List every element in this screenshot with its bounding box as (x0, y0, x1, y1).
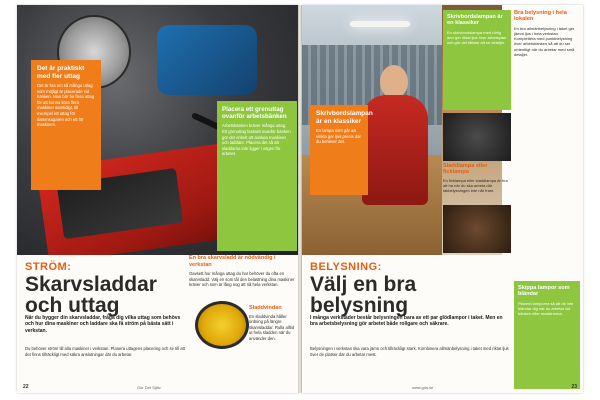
lamp-caption-heading: Skrivbordslampan är en klassiker (316, 110, 373, 125)
cable-reel-text: En sladdvinda håller ordning på längre skarvsladdar. Rulla alltid ut hela sladden när du använder den. (249, 313, 295, 341)
photo-caption-box (31, 60, 101, 190)
flashlight-heading: Sladdlampa eller ficklampa (443, 163, 488, 176)
article-lead-right: I många verkstäder består belysningen bara av ett par glödlampor i taket. Men en bra arbetsbelysning gör arbetet både roligare och säkrare. (310, 315, 503, 328)
glare-tip-heading: Skippa lampor som bländar (518, 285, 570, 298)
photo-caption-heading: Det är praktiskt med fler uttag (37, 65, 85, 80)
glare-tip-text: Placera lamporna så att de inte bländar dig när du arbetar vid bänken eller maskinerna. (518, 300, 574, 317)
footer-left: Gör Det Själv (137, 385, 161, 390)
page-number-right: 23 (571, 384, 577, 390)
power-strip-box (217, 101, 297, 251)
power-tool-image (157, 25, 257, 95)
footer-right: www.gds.se (412, 385, 434, 390)
article-header-right (310, 261, 510, 316)
desk-lamp-heading: Skrivbordslampan är en klassiker (447, 14, 503, 27)
lamp-caption-box (310, 105, 373, 195)
room-lighting-text: En bra allmänbelysning i taket ger jämnt ljus i hela verkstan. Komplettera med punktbelysning över arbetsbänken så att du ser ordentligt när du arbetar med små detaljer. (514, 25, 575, 57)
person-head-image (380, 65, 408, 99)
article-body: Du behöver ström till alla maskiner i verkstan. Planera uttagens placering och se till att det finns tillräckligt med säkra anslutningar där du arbetar. (25, 346, 185, 357)
page-number-left: 22 (23, 384, 29, 390)
article-title-right: Välj en bra belysning (310, 273, 417, 317)
photo-caption-text: Det är bra om så många uttag som möjligt är placerade vid bänken. Man bör ha flera uttag för att kunna köra flera maskiner samtidigt, till exempel ett uttag för dammsugaren och ett för maskinen. (37, 83, 95, 128)
desk-lamp-text: En skrivbordslampa med rörlig arm ger riktat ljus över arbetsytan och gör det lättare att se detaljer. (447, 29, 507, 46)
room-lighting-section (514, 10, 580, 57)
right-page (302, 5, 583, 393)
article-body-right: Belysningen i verkstan ska vara jämn och tillräckligt stark. Kombinera allmänbelysning i taket med riktat ljus över de platser där du arbetar mest. (310, 346, 509, 357)
glare-tip-box (514, 281, 580, 389)
article-title: Skarvsladdar och uttag (25, 273, 157, 317)
cable-reel-heading: Sladdvindan (249, 305, 282, 311)
article-kicker-right: BELYSNING: (310, 261, 382, 273)
ceiling-lamp-image (350, 21, 410, 27)
article-lead: När du bygger din skarvsladdar, fråga dig vilka uttag som behövs och hur dina maskiner och laddare ska få ström på bästa sätt i verkstan. (25, 315, 181, 334)
article-kicker: STRÖM: (25, 261, 72, 273)
extension-cord-section (189, 255, 295, 288)
desk-lamp-box (443, 10, 511, 110)
cable-reel-image (195, 301, 249, 349)
extension-cord-text: Oavsett hur många uttag du har behöver du ofta en skarvsladd. Välj en som tål den belastning dina maskiner kräver och som är lång nog att nå hela verkstan. (189, 271, 295, 288)
flashlight-image (443, 205, 511, 253)
desk-lamp-image (443, 113, 511, 161)
power-strip-text: Arbetsbänken kräver många uttag. Ett grenuttag fastsatt ovanför bänken gör det enkelt att ansluta maskiner och laddare. Placera det så att sladdarna inte ligger i vägen för arbetet. (222, 123, 291, 157)
lamp-caption-text: En lampa som går att vinkla ger ljus precis där du behöver det. (316, 128, 361, 145)
power-strip-heading: Placera ett grenuttag ovanför arbetsbänken (222, 106, 287, 121)
flashlight-section (443, 163, 511, 193)
cable-reel-section (249, 305, 295, 342)
extension-cord-heading: En bra skarvsladd är nödvändig i verkstan (189, 255, 276, 268)
left-page (17, 5, 298, 393)
article-header (25, 261, 175, 316)
flashlight-text: En ficklampa eller sladdlampa är bra att ha när du ska arbeta där takbelysningen inte når fram. (443, 177, 508, 194)
room-lighting-heading: Bra belysning i hela lokalen (514, 10, 567, 23)
